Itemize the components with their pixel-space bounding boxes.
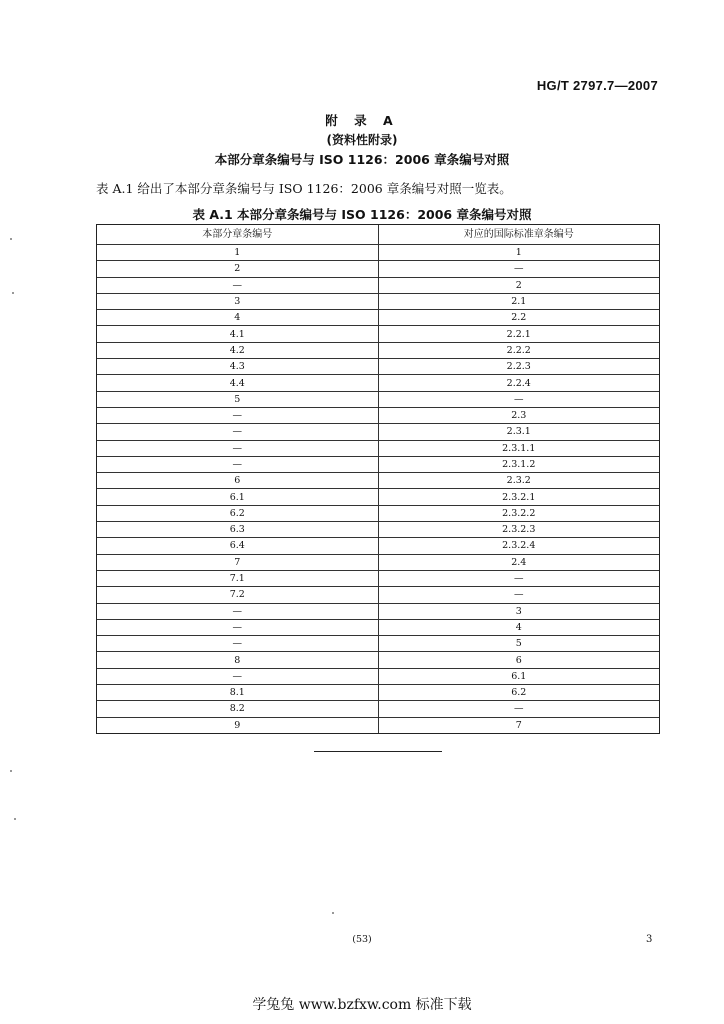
cell-this-part-clause: — xyxy=(97,456,378,472)
appendix-heading: 本部分章条编号与 ISO 1126：2006 章条编号对照 xyxy=(214,152,510,167)
table-row xyxy=(97,359,659,375)
cell-international-clause: — xyxy=(378,587,659,603)
cell-international-clause: 5 xyxy=(378,636,659,652)
cell-international-clause: 6.1 xyxy=(378,668,659,684)
cell-international-clause: 2.3.2.2 xyxy=(378,505,659,521)
table-row xyxy=(97,277,659,293)
header-this-part: 本部分章条编号 xyxy=(97,225,378,245)
cell-international-clause: 2.3.2.4 xyxy=(378,538,659,554)
cell-international-clause: 2.2.2 xyxy=(378,342,659,358)
cell-international-clause: 7 xyxy=(378,717,659,733)
table-row xyxy=(97,391,659,407)
table-row xyxy=(97,603,659,619)
cell-international-clause: — xyxy=(378,701,659,717)
table-row xyxy=(97,342,659,358)
cell-this-part-clause: — xyxy=(97,619,378,635)
cell-this-part-clause: — xyxy=(97,636,378,652)
table-row xyxy=(97,538,659,554)
cell-this-part-clause: — xyxy=(97,407,378,423)
cell-international-clause: 2.4 xyxy=(378,554,659,570)
table-row xyxy=(97,619,659,635)
cell-this-part-clause: 8.1 xyxy=(97,685,378,701)
inner-page-number: (53) xyxy=(352,934,372,945)
cell-this-part-clause: — xyxy=(97,277,378,293)
table-row xyxy=(97,456,659,472)
cell-this-part-clause: 6 xyxy=(97,473,378,489)
cell-this-part-clause: 8 xyxy=(97,652,378,668)
cell-international-clause: 2.3 xyxy=(378,407,659,423)
table-row xyxy=(97,505,659,521)
table-row xyxy=(97,685,659,701)
cell-this-part-clause: 6.4 xyxy=(97,538,378,554)
table-caption: 表 A.1 本部分章条编号与 ISO 1126：2006 章条编号对照 xyxy=(192,207,532,222)
table-row xyxy=(97,570,659,586)
table-row xyxy=(97,636,659,652)
cell-international-clause: 2.3.2.3 xyxy=(378,522,659,538)
footer-watermark: 学兔兔 www.bzfxw.com 标准下载 xyxy=(252,997,472,1013)
cell-this-part-clause: 4.3 xyxy=(97,359,378,375)
cell-this-part-clause: 5 xyxy=(97,391,378,407)
cell-this-part-clause: 4.4 xyxy=(97,375,378,391)
cell-this-part-clause: 6.3 xyxy=(97,522,378,538)
cell-international-clause: 2.3.1.1 xyxy=(378,440,659,456)
table-row xyxy=(97,587,659,603)
cell-international-clause: 2.3.2.1 xyxy=(378,489,659,505)
table-row xyxy=(97,522,659,538)
cell-this-part-clause: 4.1 xyxy=(97,326,378,342)
cell-international-clause: — xyxy=(378,391,659,407)
cell-this-part-clause: 7.1 xyxy=(97,570,378,586)
scan-speck xyxy=(332,912,334,914)
table-row xyxy=(97,261,659,277)
cell-this-part-clause: 7 xyxy=(97,554,378,570)
cell-international-clause: 6.2 xyxy=(378,685,659,701)
cell-international-clause: 2.3.1 xyxy=(378,424,659,440)
table-row xyxy=(97,326,659,342)
cell-international-clause: — xyxy=(378,570,659,586)
cell-this-part-clause: 4 xyxy=(97,310,378,326)
table-header-row xyxy=(97,225,659,245)
cell-this-part-clause: 6.1 xyxy=(97,489,378,505)
cell-international-clause: 2 xyxy=(378,277,659,293)
cell-this-part-clause: — xyxy=(97,424,378,440)
table-row xyxy=(97,717,659,733)
table-row xyxy=(97,310,659,326)
cell-this-part-clause: 1 xyxy=(97,245,378,261)
intro-paragraph: 表 A.1 给出了本部分章条编号与 ISO 1126：2006 章条编号对照一览表。 xyxy=(96,181,512,196)
table-row xyxy=(97,652,659,668)
cell-this-part-clause: 6.2 xyxy=(97,505,378,521)
scan-speck xyxy=(12,292,14,294)
appendix-type: (资料性附录) xyxy=(326,133,398,147)
cell-international-clause: 2.2.4 xyxy=(378,375,659,391)
scan-speck xyxy=(10,238,12,240)
table-row xyxy=(97,668,659,684)
table-row xyxy=(97,407,659,423)
cell-this-part-clause: 7.2 xyxy=(97,587,378,603)
cell-international-clause: — xyxy=(378,261,659,277)
standard-code: HG/T 2797.7—2007 xyxy=(536,78,658,93)
cell-international-clause: 2.2.1 xyxy=(378,326,659,342)
scan-speck xyxy=(10,770,12,772)
cell-this-part-clause: 3 xyxy=(97,293,378,309)
cell-international-clause: 1 xyxy=(378,245,659,261)
table-row xyxy=(97,375,659,391)
cell-international-clause: 2.1 xyxy=(378,293,659,309)
appendix-title: 附 录 A xyxy=(325,113,399,128)
header-international: 对应的国际标准章条编号 xyxy=(378,225,659,245)
cell-this-part-clause: 9 xyxy=(97,717,378,733)
table-body xyxy=(97,245,659,733)
cell-international-clause: 6 xyxy=(378,652,659,668)
cell-this-part-clause: — xyxy=(97,603,378,619)
table-row xyxy=(97,424,659,440)
cell-international-clause: 3 xyxy=(378,603,659,619)
cell-this-part-clause: 4.2 xyxy=(97,342,378,358)
table-row xyxy=(97,701,659,717)
table-row xyxy=(97,440,659,456)
cell-this-part-clause: 8.2 xyxy=(97,701,378,717)
table-row xyxy=(97,489,659,505)
page-number: 3 xyxy=(646,934,653,945)
cell-international-clause: 2.3.1.2 xyxy=(378,456,659,472)
scan-speck xyxy=(14,818,16,820)
table-row xyxy=(97,245,659,261)
cell-international-clause: 2.3.2 xyxy=(378,473,659,489)
cell-international-clause: 2.2 xyxy=(378,310,659,326)
cell-international-clause: 4 xyxy=(378,619,659,635)
end-rule xyxy=(314,751,442,752)
cell-international-clause: 2.2.3 xyxy=(378,359,659,375)
table-row xyxy=(97,554,659,570)
cell-this-part-clause: — xyxy=(97,440,378,456)
table-row xyxy=(97,293,659,309)
table-row xyxy=(97,473,659,489)
cell-this-part-clause: 2 xyxy=(97,261,378,277)
cell-this-part-clause: — xyxy=(97,668,378,684)
comparison-table xyxy=(96,224,660,734)
